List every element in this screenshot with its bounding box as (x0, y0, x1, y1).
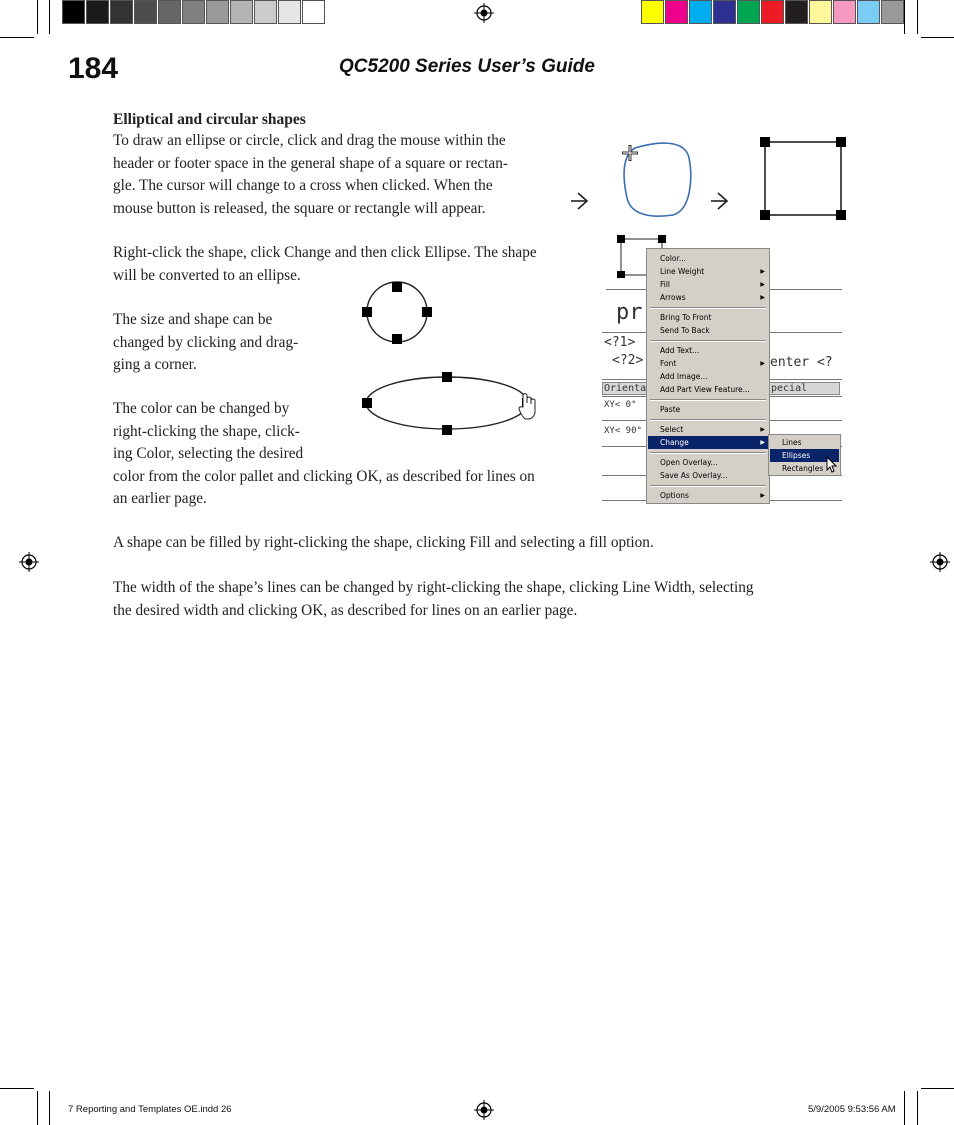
menu-item-change[interactable]: Change ▶ (648, 436, 768, 449)
arrow-right-icon (711, 193, 727, 209)
gray-swatch (86, 0, 109, 24)
figure-draw-to-square (565, 128, 870, 226)
menu-item-options[interactable]: Options ▶ (660, 491, 765, 500)
gray-swatch (206, 0, 229, 24)
submenu-item-ellipses[interactable]: Ellipses (770, 449, 839, 462)
crop-mark (37, 0, 38, 34)
text-line: color from the color pallet and clicking OK, as described for lines on (113, 467, 535, 485)
text-line: will be converted to an ellipse. (113, 266, 301, 284)
color-swatch (881, 0, 904, 24)
gray-swatch (182, 0, 205, 24)
text-line: The size and shape can be (113, 311, 273, 328)
submenu-arrow-icon: ▶ (760, 439, 765, 446)
ellipse-shape (366, 377, 528, 429)
paragraph-fill-shape: A shape can be filled by right-clicking the shape, clicking Fill and selecting a fill option. (113, 534, 654, 551)
figure-ellipse (345, 365, 555, 445)
submenu-arrow-icon: ▶ (760, 281, 765, 288)
figure-circle (353, 277, 443, 349)
color-swatch (713, 0, 736, 24)
submenu-arrow-icon: ▶ (760, 492, 765, 499)
footer-file-name: 7 Reporting and Templates OE.indd 26 (68, 1104, 232, 1115)
resize-handle (760, 137, 770, 147)
crop-mark (921, 1088, 954, 1089)
context-menu (646, 248, 770, 504)
text-line: mouse button is released, the square or rectangle will appear. (113, 199, 486, 217)
background-text: Orienta (604, 383, 647, 394)
menu-item-open-overlay[interactable]: Open Overlay... (660, 458, 718, 467)
color-swatch (857, 0, 880, 24)
crop-mark (0, 1088, 34, 1089)
paragraph-resize-shape (113, 309, 335, 377)
menu-item-color[interactable]: Color... (660, 254, 687, 263)
gray-swatch (254, 0, 277, 24)
text-line: ging a corner. (113, 356, 197, 373)
submenu-arrow-icon: ▶ (760, 268, 765, 275)
rectangle-shape (765, 142, 841, 215)
registration-mark-icon (19, 552, 39, 572)
menu-item-line-weight[interactable]: Line Weight ▶ (660, 267, 765, 276)
menu-separator (650, 340, 766, 342)
menu-item-arrows[interactable]: Arrows ▶ (660, 293, 765, 302)
section-heading: Elliptical and circular shapes (113, 111, 306, 128)
menu-item-add-part-view-feature[interactable]: Add Part View Feature... (660, 385, 750, 394)
registration-mark-icon (474, 3, 494, 23)
page-number: 184 (68, 52, 119, 85)
text-line: To draw an ellipse or circle, click and drag the mouse within the (113, 132, 506, 149)
menu-item-font[interactable]: Font ▶ (660, 359, 765, 368)
background-text: pecial (771, 383, 808, 394)
resize-handle (442, 372, 452, 382)
submenu-arrow-icon: ▶ (760, 426, 765, 433)
background-text: enter <? (770, 355, 833, 370)
gray-swatch (302, 0, 325, 24)
menu-item-add-image[interactable]: Add Image... (660, 372, 708, 381)
text-line: The color can be changed by (113, 400, 290, 417)
gray-swatch (110, 0, 133, 24)
text-line: gle. The cursor will change to a cross when clicked. When the (113, 177, 493, 194)
background-text: XY< 0° (604, 400, 637, 410)
menu-separator (650, 485, 766, 487)
color-swatch (809, 0, 832, 24)
gray-swatch (134, 0, 157, 24)
submenu-arrow-icon: ▶ (760, 294, 765, 301)
submenu-item-rectangles[interactable]: Rectangles (782, 464, 824, 473)
resize-handle (392, 282, 402, 292)
menu-item-add-text[interactable]: Add Text... (660, 346, 700, 355)
text-line: Right-click the shape, click Change and then click Ellipse. The shape (113, 244, 537, 261)
resize-handle (362, 307, 372, 317)
color-swatch (689, 0, 712, 24)
text-line: right-clicking the shape, click- (113, 422, 300, 440)
crop-mark (49, 0, 50, 34)
color-swatch (761, 0, 784, 24)
menu-item-bring-to-front[interactable]: Bring To Front (660, 313, 712, 322)
crop-mark (0, 37, 34, 38)
menu-separator (650, 307, 766, 309)
color-swatch (785, 0, 808, 24)
paragraph-draw-shape (113, 130, 563, 220)
submenu-item-lines[interactable]: Lines (782, 438, 802, 447)
text-line: changed by clicking and drag- (113, 333, 299, 351)
background-text: XY< 90° (604, 426, 642, 436)
crop-mark (917, 0, 918, 34)
menu-item-paste[interactable]: Paste (660, 405, 681, 414)
submenu-arrow-icon: ▶ (760, 360, 765, 367)
menu-item-save-as-overlay[interactable]: Save As Overlay... (660, 471, 728, 480)
color-swatch (737, 0, 760, 24)
crop-mark (49, 1091, 50, 1125)
color-swatch (641, 0, 664, 24)
text-line: The width of the shape’s lines can be changed by right-clicking the shape, clicking Line Width, selecting (113, 579, 754, 596)
mouse-pointer-icon (826, 456, 840, 474)
text-line: ing Color, selecting the desired (113, 445, 304, 462)
crop-mark (921, 37, 954, 38)
resize-handle (836, 137, 846, 147)
crop-mark (904, 0, 905, 34)
menu-item-select[interactable]: Select ▶ (660, 425, 765, 434)
resize-handle (442, 425, 452, 435)
footer-timestamp: 5/9/2005 9:53:56 AM (808, 1104, 896, 1115)
gray-swatch (230, 0, 253, 24)
registration-mark-icon (474, 1100, 494, 1120)
registration-mark-icon (930, 552, 950, 572)
crop-mark (917, 1091, 918, 1125)
crop-mark (904, 1091, 905, 1125)
gray-swatch (158, 0, 181, 24)
crop-mark (37, 1091, 38, 1125)
resize-handle (392, 334, 402, 344)
background-text: <?1> (604, 335, 636, 350)
gray-swatch (62, 0, 85, 24)
resize-handle (836, 210, 846, 220)
gray-swatch (278, 0, 301, 24)
menu-separator (650, 452, 766, 454)
arrow-right-icon (571, 193, 587, 209)
background-text: <?2> (612, 353, 644, 368)
text-line: an earlier page. (113, 490, 207, 507)
menu-separator (650, 419, 766, 421)
menu-item-fill[interactable]: Fill ▶ (660, 280, 765, 289)
menu-item-send-to-back[interactable]: Send To Back (660, 326, 710, 335)
resize-handle (760, 210, 770, 220)
guide-title: QC5200 Series User’s Guide (339, 56, 595, 77)
paragraph-line-width (113, 577, 853, 622)
color-swatch (833, 0, 856, 24)
color-swatch (665, 0, 688, 24)
text-line: header or footer space in the general shape of a square or rectan- (113, 154, 508, 172)
hand-cursor-icon (519, 394, 535, 420)
text-line: the desired width and clicking OK, as described for lines on an earlier page. (113, 601, 578, 619)
resize-handle (422, 307, 432, 317)
menu-separator (650, 399, 766, 401)
resize-handle (362, 398, 372, 408)
background-text: pr (616, 300, 643, 325)
